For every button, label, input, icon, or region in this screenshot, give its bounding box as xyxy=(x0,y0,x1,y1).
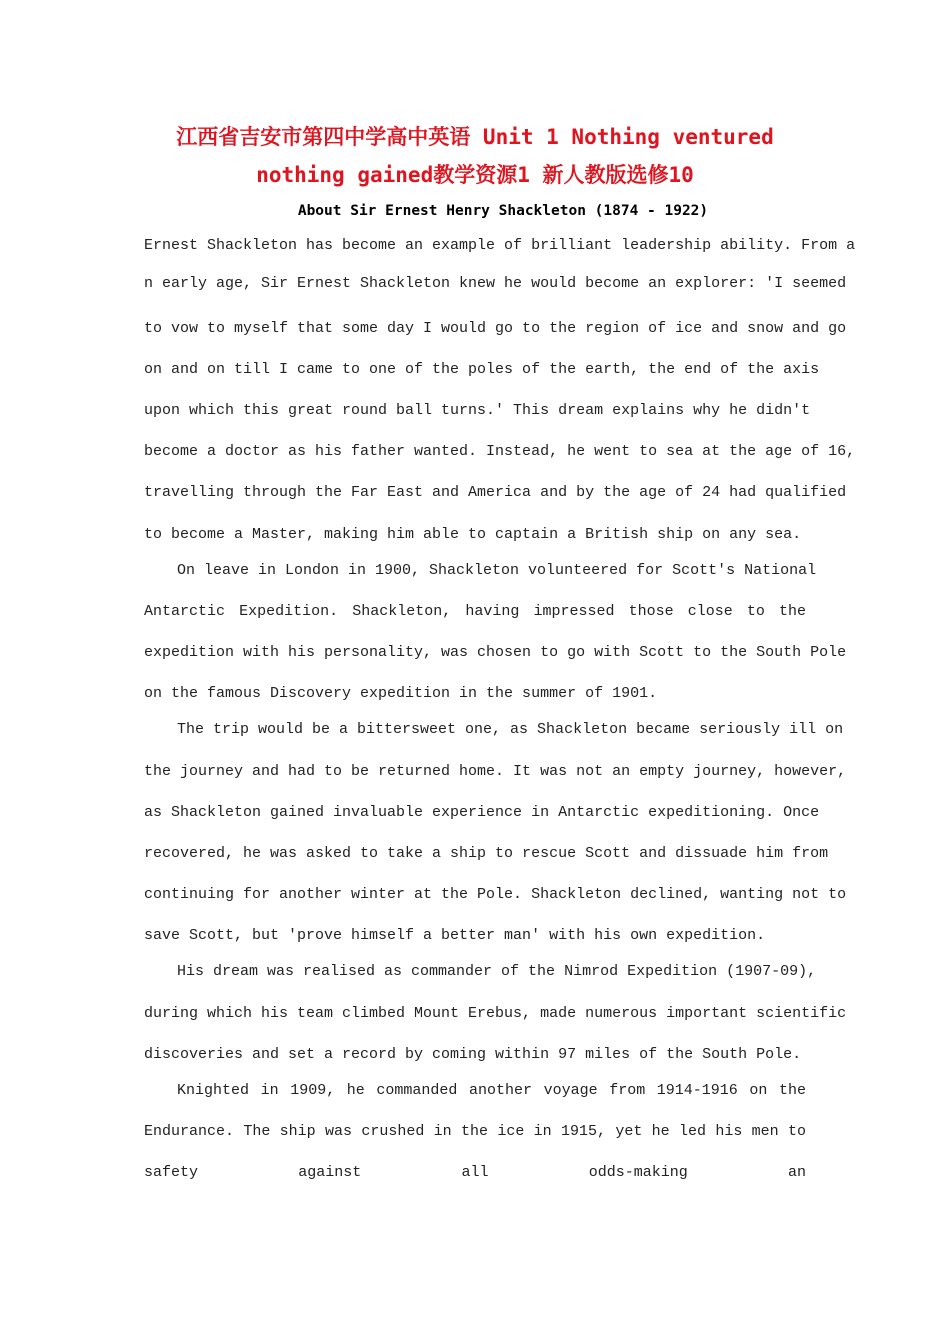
text-line: recovered, he was asked to take a ship to rescue Scott and dissuade him from xyxy=(144,845,829,862)
text-line: save Scott, but 'prove himself a better man' with his own expedition. xyxy=(144,927,766,944)
text-line: expedition with his personality, was chosen to go with Scott to the South Pole xyxy=(144,644,847,661)
text-line: travelling through the Far East and America and by the age of 24 had qualified xyxy=(144,484,847,501)
text-line: during which his team climbed Mount Erebus, made numerous important scientific xyxy=(144,1005,847,1022)
text-line: to vow to myself that some day I would go to the region of ice and snow and go xyxy=(144,320,847,337)
text-line: upon which this great round ball turns.' This dream explains why he didn't xyxy=(144,402,811,419)
document-title-line-1: 江西省吉安市第四中学高中英语 Unit 1 Nothing ventured xyxy=(176,125,774,149)
text-line: n early age, Sir Ernest Shackleton knew he would become an explorer: 'I seemed xyxy=(144,275,847,292)
text-line: to become a Master, making him able to captain a British ship on any sea. xyxy=(144,526,802,543)
text-line: Ernest Shackleton has become an example of brilliant leadership ability. From a xyxy=(144,237,856,254)
text-line: the journey and had to be returned home. It was not an empty journey, however, xyxy=(144,763,847,780)
text-line: The trip would be a bittersweet one, as Shackleton became seriously ill on xyxy=(177,721,844,738)
document-title-line-2: nothing gained教学资源1 新人教版选修10 xyxy=(256,163,694,187)
text-line: Knighted in 1909, he commanded another voyage from 1914-1916 on the xyxy=(177,1082,806,1099)
section-heading: About Sir Ernest Henry Shackleton (1874 - 1922) xyxy=(297,203,709,219)
text-line: On leave in London in 1900, Shackleton volunteered for Scott's National xyxy=(177,562,817,579)
text-line: on and on till I came to one of the poles of the earth, the end of the axis xyxy=(144,361,820,378)
text-line: His dream was realised as commander of the Nimrod Expedition (1907-09), xyxy=(177,963,817,980)
text-line: continuing for another winter at the Pole. Shackleton declined, wanting not to xyxy=(144,886,847,903)
text-line: safety against all odds-making an xyxy=(144,1164,806,1181)
text-line: discoveries and set a record by coming within 97 miles of the South Pole. xyxy=(144,1046,802,1063)
text-line: Endurance. The ship was crushed in the ice in 1915, yet he led his men to xyxy=(144,1123,806,1140)
text-line: become a doctor as his father wanted. Instead, he went to sea at the age of 16, xyxy=(144,443,856,460)
text-line: on the famous Discovery expedition in the summer of 1901. xyxy=(144,685,658,702)
text-line: as Shackleton gained invaluable experience in Antarctic expeditioning. Once xyxy=(144,804,820,821)
text-line: Antarctic Expedition. Shackleton, having impressed those close to the xyxy=(144,603,806,620)
